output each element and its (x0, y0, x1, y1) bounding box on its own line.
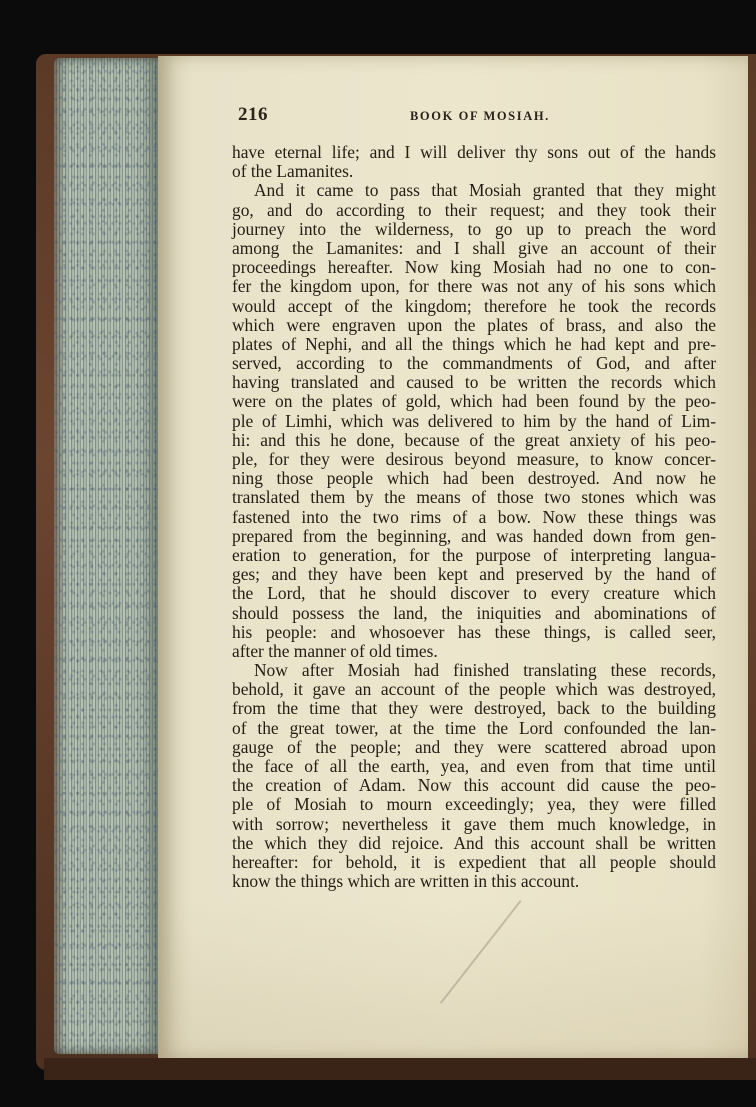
running-head: BOOK OF MOSIAH. (410, 109, 550, 123)
text-line: of the Lamanites. (232, 161, 354, 182)
text-line: Now after Mosiah had finished translating these records, (254, 660, 716, 681)
text-line: translated them by the means of those two stones which was (232, 487, 716, 508)
text-line: fastened into the two rims of a bow. Now these things was (232, 506, 716, 527)
page-number: 216 (238, 104, 268, 125)
text-line: which were engraven upon the plates of brass, and also the (232, 314, 716, 335)
page-header (238, 104, 718, 134)
text-line: gauge of the people; and they were scattered abroad upon (232, 736, 716, 757)
text-line: of the great tower, at the time the Lord confounded the lan- (232, 717, 716, 738)
text-line: fer the kingdom upon, for there was not any of his sons which (232, 276, 716, 297)
text-line: among the Lamanites: and I shall give an account of their (232, 237, 716, 258)
text-line: ning those people which had been destroyed. And now he (232, 468, 716, 489)
text-line: go, and do according to their request; and they took their (232, 199, 716, 220)
text-line: ple of Limhi, which was delivered to him by the hand of Lim- (232, 410, 716, 431)
page-edges-speckle (54, 58, 158, 1054)
text-line: know the things which are written in this account. (232, 871, 580, 892)
page-stain (158, 900, 748, 1058)
text-line: journey into the wilderness, to go up to preach the word (232, 218, 716, 239)
text-line: eration to generation, for the purpose of interpreting langua- (232, 544, 716, 565)
text-line: having translated and caused to be written the records which (232, 372, 716, 393)
body-text (232, 143, 716, 891)
text-line: prepared from the beginning, and was handed down from gen- (232, 525, 716, 546)
text-line: proceedings hereafter. Now king Mosiah had no one to con- (232, 257, 716, 278)
text-line: ple of Mosiah to mourn exceedingly; yea, they were filled (232, 794, 716, 815)
text-line: were on the plates of gold, which had been found by the peo- (232, 391, 716, 412)
text-line: with sorrow; nevertheless it gave them much knowledge, in (232, 813, 716, 834)
text-line: plates of Nephi, and all the things which he had kept and pre- (232, 333, 716, 354)
text-line: the Lord, that he should discover to every creature which (232, 583, 716, 604)
text-line: behold, it gave an account of the people which was destroyed, (232, 679, 716, 700)
text-line: served, according to the commandments of God, and after (232, 353, 716, 374)
text-line: have eternal life; and I will deliver thy sons out of the hands (232, 142, 716, 162)
text-line: the which they did rejoice. And this account shall be written (232, 832, 716, 853)
text-line: after the manner of old times. (232, 640, 438, 661)
text-line: ple, for they were desirous beyond measure, to know concer- (232, 449, 716, 469)
text-line: from the time that they were destroyed, back to the building (232, 698, 716, 719)
text-line: hi: and this he done, because of the great anxiety of his peo- (232, 429, 716, 450)
text-line: would accept of the kingdom; therefore he took the records (232, 295, 716, 316)
text-line: the face of all the earth, yea, and even from that time until (232, 756, 716, 776)
text-line: the creation of Adam. Now this account did cause the peo- (232, 775, 716, 796)
text-line: his people: and whosoever has these things, is called seer, (232, 621, 716, 642)
text-line: ges; and they have been kept and preserved by the hand of (232, 564, 716, 585)
book-cover-edge (44, 1058, 756, 1080)
text-line: should possess the land, the iniquities and abominations of (232, 602, 716, 623)
text-line: hereafter: for behold, it is expedient that all people should (232, 851, 716, 872)
text-line: And it came to pass that Mosiah granted that they might (254, 180, 716, 201)
